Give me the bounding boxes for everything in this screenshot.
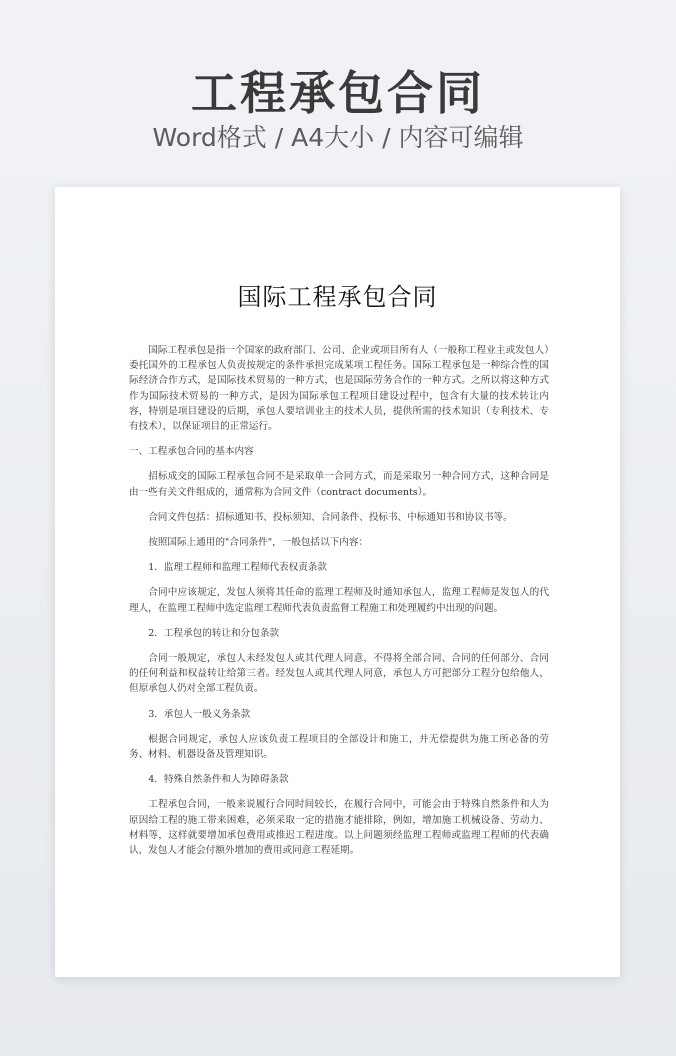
document-page	[55, 187, 620, 977]
item-heading: 2．工程承包的转让和分包条款	[148, 627, 280, 639]
paragraph: 合同文件包括：招标通知书、投标须知、合同条件、投标书、中标通知书和协议书等。	[148, 511, 513, 523]
paragraph: 按照国际上通用的"合同条件"，一般包括以下内容：	[148, 537, 369, 549]
item-body: 根据合同规定，承包人应该负责工程项目的全部设计和施工，并无偿提供为施工所必备的劳务、材料、机器设备及管理知识。	[129, 733, 549, 761]
item-heading: 4．特殊自然条件和人为障碍条款	[148, 774, 289, 786]
intro-paragraph: 国际工程承包是指一个国家的政府部门、公司、企业或项目所有人（一般称工程业主或发包人）委托国外的工程承包人负责按规定的条件承担完成某项工程任务。国际工程承包是一种综合性的国际经济合作方式，是国际技术贸易的一种方式，也是国际劳务合作的一种方式。之所以将这种方式作为国际技术贸易的一种方式，是因为国际承包工程项目建设过程中，包含有大量的技术转让内容，特别是项目建设的后期，承包人要培训业主的技术人员，提供所需的技术知识（专利技术、专有技术），以保证项目的正常运行。	[129, 345, 549, 433]
paragraph: 招标成交的国际工程承包合同不是采取单一合同方式，而是采取另一种合同方式，这种合同是由一些有关文件组成的，通常称为合同文件（contract documents）。	[129, 471, 549, 498]
item-body: 工程承包合同，一般来说履行合同时间较长，在履行合同中，可能会由于特殊自然条件和人为原因给工程的施工带来困难，必须采取一定的措施才能排除，例如，增加施工机械设备、劳动力、材料等，这样就要增加承包费用或推迟工程进度。以上问题须经监理工程师或监理工程师的代表确认，发包人才能会付额外增加的费用或同意工程延期。	[129, 799, 549, 857]
page-subtitle: Word格式 / A4大小 / 内容可编辑	[152, 123, 524, 152]
item-body: 合同一般规定，承包人未经发包人或其代理人同意，不得将全部合同、合同的任何部分、合同的任何利益和权益转让给第三者。经发包人或其代理人同意，承包人方可把部分工程分包给他人，但原承包人仍对全部工程负责。	[129, 653, 549, 695]
page-title: 工程承包合同	[191, 66, 485, 120]
document-title: 国际工程承包合同	[237, 283, 438, 311]
section-heading: 一、工程承包合同的基本内容	[129, 446, 254, 458]
document-body	[129, 343, 549, 858]
item-heading: 3．承包人一般义务条款	[148, 708, 251, 720]
item-heading: 1．监理工程师和监理工程师代表权责条款	[148, 562, 327, 574]
item-body: 合同中应该规定，发包人须将其任命的监理工程师及时通知承包人，监理工程师是发包人的代理人，在监理工程师中选定监理工程师代表负责监督工程施工和处理履约中出现的问题。	[129, 587, 549, 614]
